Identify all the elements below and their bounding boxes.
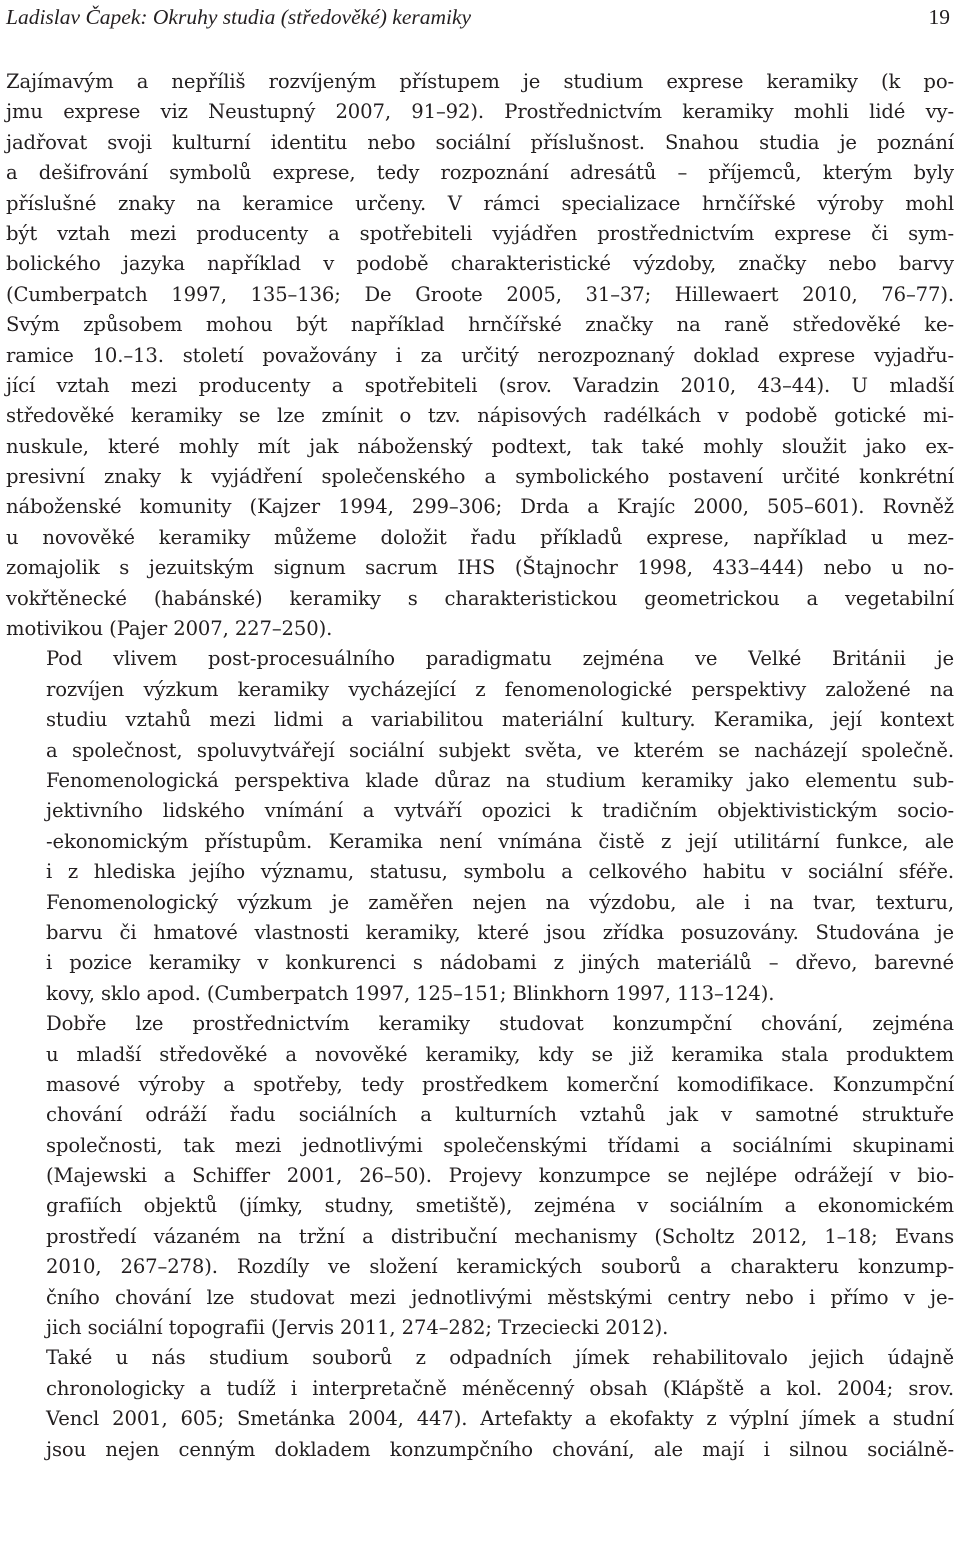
text-line: i pozice keramiky v konkurenci s nádobami z jiných materiálů – dřevo, barevné xyxy=(46,951,954,975)
body-text xyxy=(6,67,954,1465)
text-line: chronologicky a tudíž i interpretačně méněcenný obsah (Klápště a kol. 2004; srov. xyxy=(46,1376,954,1400)
text-line: u novověké keramiky můžeme doložit řadu příkladů exprese, například u mez- xyxy=(6,525,954,549)
text-line: být vztah mezi producenty a spotřebiteli vyjádřen prostřednictvím exprese či sym- xyxy=(6,221,954,245)
paragraph-consumption xyxy=(6,1009,954,1343)
text-line: jsou nejen cenným dokladem konzumpčního chování, ale mají i silnou sociálně- xyxy=(46,1437,954,1461)
text-line: jmu exprese viz Neustupný 2007, 91–92). Prostřednictvím keramiky mohli lidé vy- xyxy=(6,100,954,124)
text-line: barvu či hmatové vlastnosti keramiky, které jsou zřídka posuzovány. Studována je xyxy=(46,920,954,944)
text-line: Svým způsobem mohou být například hrnčířské značky na raně středověké ke- xyxy=(6,313,954,337)
text-line: ramice 10.–13. století považovány i za určitý nerozpoznaný doklad exprese vyjadřu- xyxy=(6,343,954,367)
text-line: jektivního lidského vnímání a vytváří opozici k tradičním objektivistickým socio- xyxy=(46,799,954,823)
text-line: společnosti, tak mezi jednotlivými společenskými třídami a sociálními skupinami xyxy=(46,1133,954,1157)
text-line: jící vztah mezi producenty a spotřebiteli (srov. Varadzin 2010, 43–44). U mladší xyxy=(6,373,954,397)
text-line: (Cumberpatch 1997, 135–136; De Groote 2005, 31–37; Hillewaert 2010, 76–77). xyxy=(6,282,954,306)
text-line: chování odráží řadu sociálních a kulturních vztahů jak v samotné struktuře xyxy=(46,1103,954,1127)
text-line: jich sociální topografii (Jervis 2011, 274–282; Trzeciecki 2012). xyxy=(46,1316,669,1340)
text-line: Fenomenologický výzkum je zaměřen nejen na výzdobu, ale i na tvar, texturu, xyxy=(46,890,954,914)
paragraph-cesspits xyxy=(6,1343,954,1465)
text-line: masové výroby a spotřeby, tedy prostředkem komerční komodifikace. Konzumpční xyxy=(46,1072,954,1096)
text-line: studiu vztahů mezi lidmi a variabilitou materiální kultury. Keramika, její kontext xyxy=(46,708,954,732)
text-line: i z hlediska jejího významu, statusu, symbolu a celkového habitu v sociální sféře. xyxy=(46,860,954,884)
text-line: zomajolik s jezuitským signum sacrum IHS (Štajnochr 1998, 433–444) nebo u no- xyxy=(6,556,954,580)
text-line: Dobře lze prostřednictvím keramiky studovat konzumpční chování, zejména xyxy=(46,1012,954,1036)
text-line: motivikou (Pajer 2007, 227–250). xyxy=(6,617,333,641)
text-line: Také u nás studium souborů z odpadních jímek rehabilitovalo jejich údajně xyxy=(46,1346,954,1370)
page-number: 19 xyxy=(928,5,950,29)
text-line: vokřtěnecké (habánské) keramiky s charakteristickou geometrickou a vegetabilní xyxy=(6,586,954,610)
text-line: kovy, sklo apod. (Cumberpatch 1997, 125–151; Blinkhorn 1997, 113–124). xyxy=(46,981,775,1005)
text-line: 2010, 267–278). Rozdíly ve složení keramických souborů a charakteru konzump- xyxy=(46,1255,954,1279)
text-line: presivní znaky k vyjádření společenského a symbolického postavení určité konkrétní xyxy=(6,465,954,489)
text-line: rozvíjen výzkum keramiky vycházející z fenomenologické perspektivy založené na xyxy=(46,677,954,701)
text-line: středověké keramiky se lze zmínit o tzv. nápisových radélkách v podobě gotické mi- xyxy=(6,404,954,428)
text-line: náboženské komunity (Kajzer 1994, 299–306; Drda a Krajíc 2000, 505–601). Rovněž xyxy=(6,495,954,519)
text-line: Fenomenologická perspektiva klade důraz na studium keramiky jako elementu sub- xyxy=(46,768,954,792)
text-line: a dešifrování symbolů exprese, tedy rozpoznání adresátů – příjemců, kterým byly xyxy=(6,161,954,185)
text-line: -ekonomickým přístupům. Keramika není vnímána čistě z její utilitární funkce, ale xyxy=(46,829,954,853)
text-line: (Majewski a Schiffer 2001, 26–50). Projevy konzumpce se nejlépe odrážejí v bio- xyxy=(46,1164,954,1188)
text-line: Pod vlivem post-procesuálního paradigmatu zejména ve Velké Británii je xyxy=(46,647,954,671)
text-line: příslušné znaky na keramice určeny. V rámci specializace hrnčířské výroby mohl xyxy=(6,191,954,215)
running-title: Ladislav Čapek: Okruhy studia (středověké) keramiky xyxy=(6,5,472,29)
text-line: bolického jazyka například v podobě charakteristické výzdoby, značky nebo barvy xyxy=(6,252,954,276)
text-line: Zajímavým a nepříliš rozvíjeným přístupem je studium exprese keramiky (k po- xyxy=(6,70,954,93)
paragraph-expression xyxy=(6,67,954,644)
text-line: u mladší středověké a novověké keramiky, kdy se již keramika stala produktem xyxy=(46,1042,954,1066)
text-line: jadřovat svoji kulturní identitu nebo sociální příslušnost. Snahou studia je poznání xyxy=(6,130,954,154)
text-line: čního chování lze studovat mezi jednotlivými městskými centry nebo i přímo v je- xyxy=(46,1285,954,1309)
text-line: nuskule, které mohly mít jak náboženský podtext, tak také mohly sloužit jako ex- xyxy=(6,434,954,458)
text-line: Vencl 2001, 605; Smetánka 2004, 447). Artefakty a ekofakty z výplní jímek a studní xyxy=(46,1407,954,1431)
paragraph-phenomenology xyxy=(6,644,954,1009)
text-line: grafiích objektů (jímky, studny, smetiště), zejména v sociálním a ekonomickém xyxy=(46,1194,954,1218)
text-line: prostředí vázaném na tržní a distribuční mechanismy (Scholtz 2012, 1–18; Evans xyxy=(46,1224,954,1248)
text-line: a společnost, spoluvytvářejí sociální subjekt světa, ve kterém se nacházejí společně. xyxy=(46,738,954,762)
running-header xyxy=(6,2,954,32)
